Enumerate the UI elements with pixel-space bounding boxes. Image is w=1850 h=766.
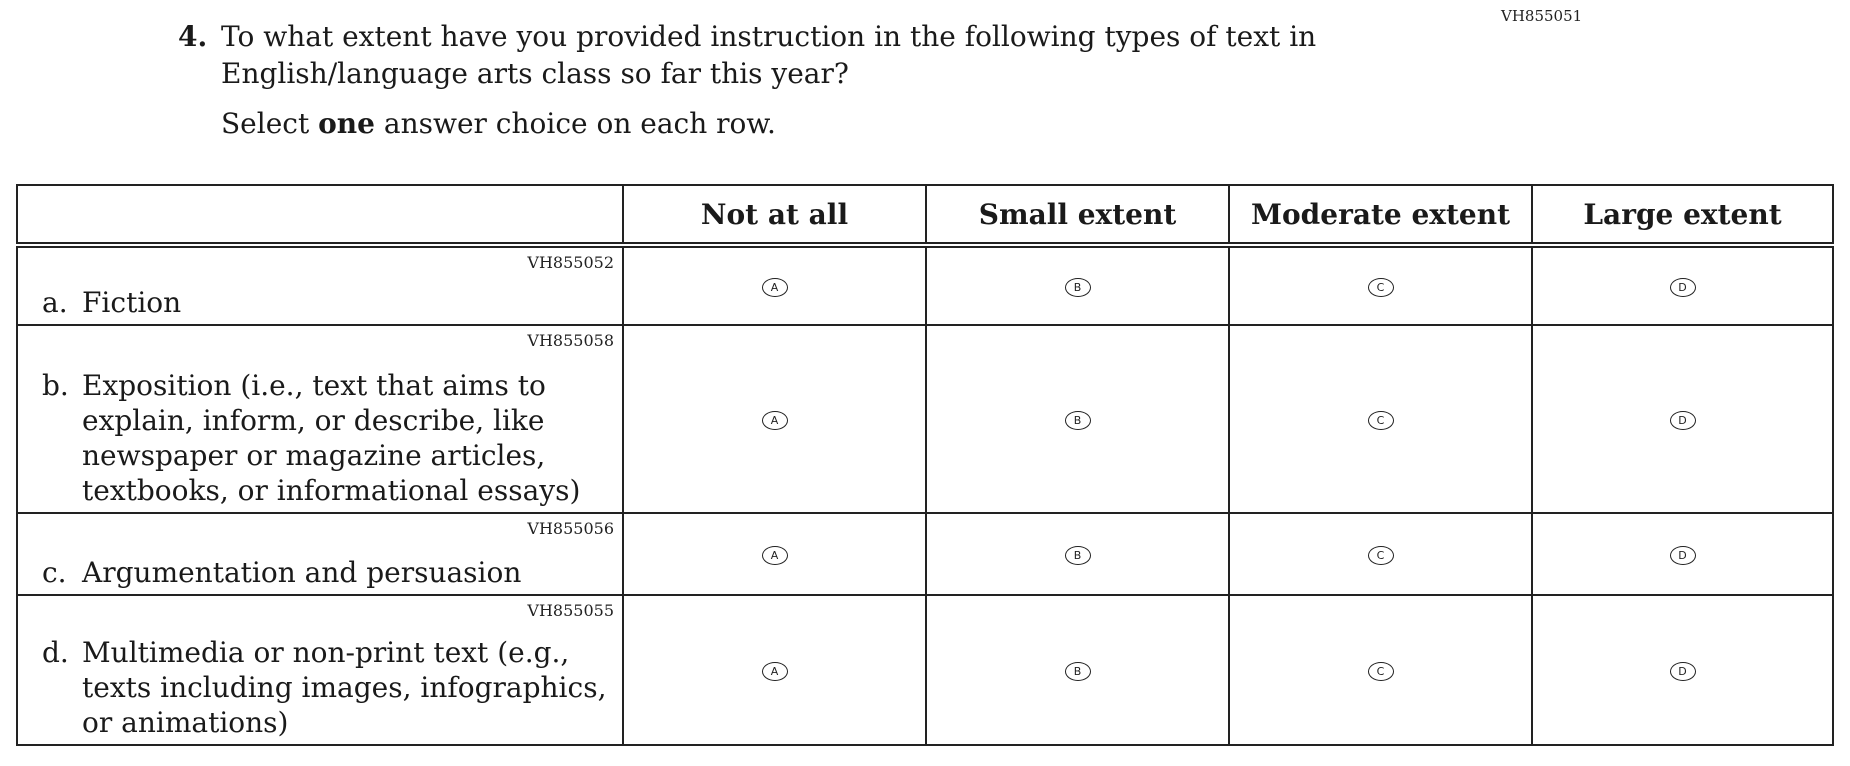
response-grid bbox=[16, 184, 1834, 746]
column-header: Not at all bbox=[623, 185, 926, 245]
answer-bubble-a[interactable]: A bbox=[762, 546, 788, 565]
answer-bubble-d[interactable]: D bbox=[1670, 662, 1696, 681]
answer-bubble-a[interactable]: A bbox=[762, 662, 788, 681]
row-code: VH855058 bbox=[527, 331, 614, 350]
answer-bubble-b[interactable]: B bbox=[1065, 662, 1091, 681]
choice-cell[interactable] bbox=[926, 513, 1229, 595]
row-code: VH855055 bbox=[527, 601, 614, 620]
answer-bubble-d[interactable]: D bbox=[1670, 278, 1696, 297]
answer-bubble-c[interactable]: C bbox=[1368, 411, 1394, 430]
question-stem bbox=[178, 18, 1348, 92]
choice-cell[interactable] bbox=[926, 325, 1229, 513]
choice-cell[interactable] bbox=[623, 595, 926, 745]
answer-bubble-b[interactable]: B bbox=[1065, 278, 1091, 297]
row-letter: b. bbox=[42, 369, 69, 402]
choice-cell[interactable] bbox=[623, 245, 926, 325]
table-row bbox=[17, 513, 1833, 595]
row-label bbox=[17, 595, 623, 745]
choice-cell[interactable] bbox=[1532, 595, 1833, 745]
answer-bubble-d[interactable]: D bbox=[1670, 546, 1696, 565]
row-letter: c. bbox=[42, 556, 67, 589]
question-number: 4. bbox=[178, 20, 208, 53]
question-text: To what extent have you provided instruction in the following types of text in English/language arts class so far this year? bbox=[221, 20, 1317, 90]
choice-cell[interactable] bbox=[1532, 325, 1833, 513]
choice-cell[interactable] bbox=[926, 245, 1229, 325]
answer-bubble-a[interactable]: A bbox=[762, 278, 788, 297]
answer-bubble-b[interactable]: B bbox=[1065, 546, 1091, 565]
row-text: Fiction bbox=[82, 286, 182, 319]
answer-bubble-c[interactable]: C bbox=[1368, 546, 1394, 565]
answer-bubble-b[interactable]: B bbox=[1065, 411, 1091, 430]
choice-cell[interactable] bbox=[1229, 513, 1532, 595]
row-text: Exposition (i.e., text that aims to explain, inform, or describe, like newspaper or magazine articles, textbooks, or informational essays) bbox=[82, 369, 581, 507]
choice-cell[interactable] bbox=[926, 595, 1229, 745]
choice-cell[interactable] bbox=[623, 513, 926, 595]
row-code: VH855056 bbox=[527, 519, 614, 538]
table-row bbox=[17, 595, 1833, 745]
header-blank bbox=[17, 185, 623, 245]
column-header: Small extent bbox=[926, 185, 1229, 245]
row-letter: d. bbox=[42, 636, 69, 669]
instruction-emphasis: one bbox=[318, 107, 375, 140]
row-label bbox=[17, 325, 623, 513]
column-header: Large extent bbox=[1532, 185, 1833, 245]
row-letter: a. bbox=[42, 286, 68, 319]
choice-cell[interactable] bbox=[1229, 325, 1532, 513]
answer-bubble-d[interactable]: D bbox=[1670, 411, 1696, 430]
choice-cell[interactable] bbox=[1532, 513, 1833, 595]
answer-bubble-c[interactable]: C bbox=[1368, 278, 1394, 297]
choice-cell[interactable] bbox=[1229, 595, 1532, 745]
row-label bbox=[17, 245, 623, 325]
instruction bbox=[221, 105, 1348, 142]
row-text: Argumentation and persuasion bbox=[82, 556, 522, 589]
instruction-prefix: Select bbox=[221, 107, 319, 140]
header-row bbox=[17, 185, 1833, 245]
column-header: Moderate extent bbox=[1229, 185, 1532, 245]
choice-cell[interactable] bbox=[1229, 245, 1532, 325]
table-row bbox=[17, 245, 1833, 325]
instruction-suffix: answer choice on each row. bbox=[374, 107, 776, 140]
answer-bubble-a[interactable]: A bbox=[762, 411, 788, 430]
row-text: Multimedia or non-print text (e.g., texts including images, infographics, or animations) bbox=[82, 636, 607, 739]
answer-bubble-c[interactable]: C bbox=[1368, 662, 1394, 681]
question-block bbox=[178, 18, 1348, 142]
choice-cell[interactable] bbox=[623, 325, 926, 513]
row-code: VH855052 bbox=[527, 253, 614, 272]
row-label bbox=[17, 513, 623, 595]
choice-cell[interactable] bbox=[1532, 245, 1833, 325]
question-id: VH855051 bbox=[1501, 7, 1583, 25]
table-row bbox=[17, 325, 1833, 513]
